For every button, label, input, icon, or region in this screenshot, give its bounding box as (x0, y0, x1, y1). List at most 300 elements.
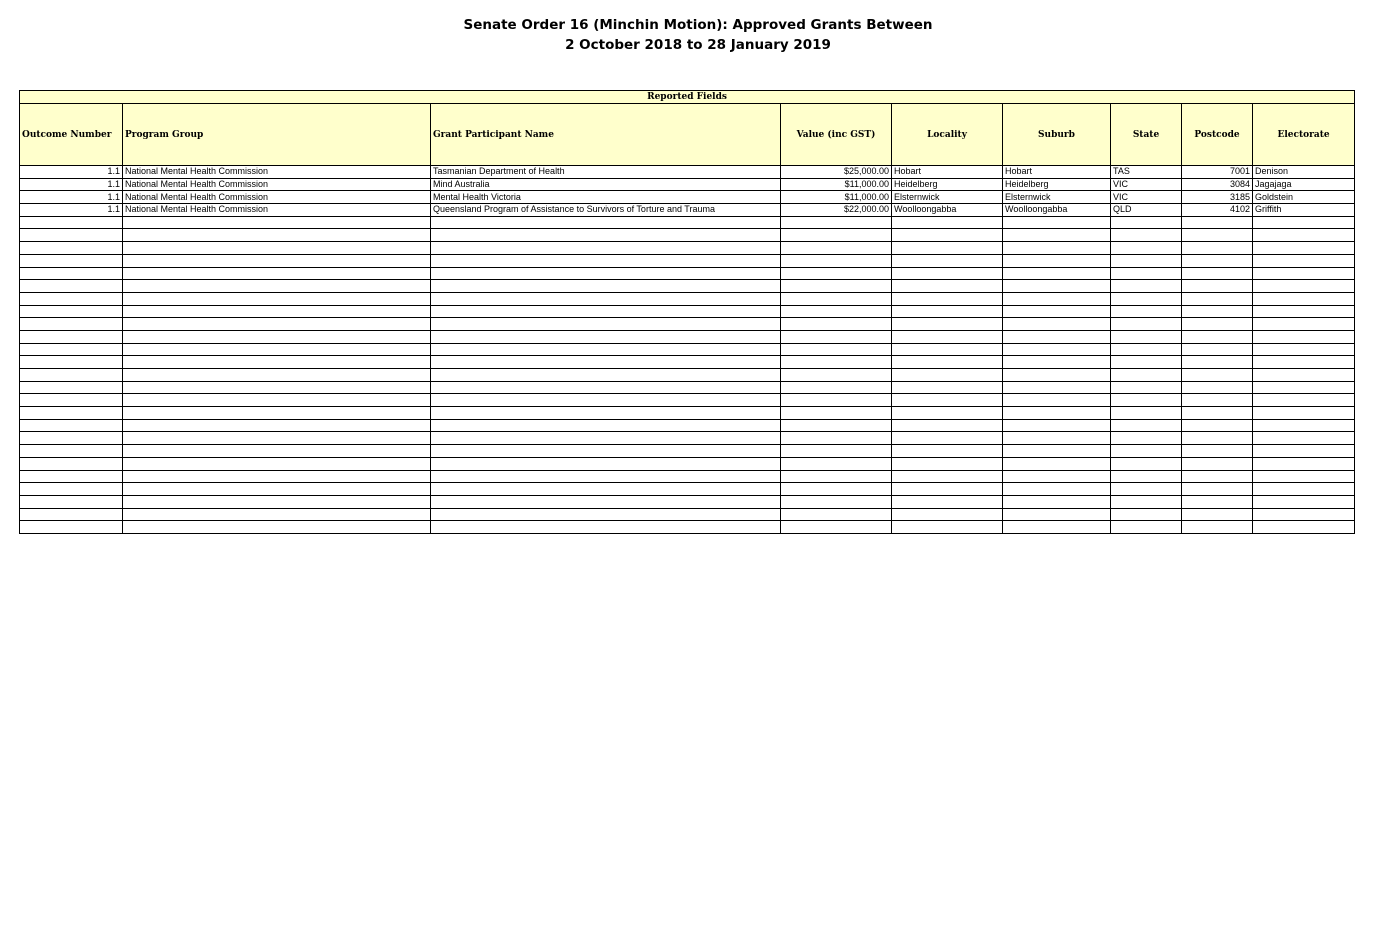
empty-cell (1003, 483, 1111, 496)
empty-cell (1111, 381, 1182, 394)
empty-cell (431, 356, 781, 369)
empty-cell (781, 419, 892, 432)
empty-cell (1003, 267, 1111, 280)
empty-cell (1253, 254, 1355, 267)
empty-cell (431, 242, 781, 255)
cell-grant-participant-name: Mind Australia (431, 178, 781, 191)
empty-cell (123, 394, 431, 407)
empty-cell (892, 292, 1003, 305)
empty-cell (431, 470, 781, 483)
empty-cell (1111, 419, 1182, 432)
empty-cell (1003, 457, 1111, 470)
empty-cell (123, 407, 431, 420)
empty-cell (431, 292, 781, 305)
empty-cell (1182, 394, 1253, 407)
empty-cell (781, 470, 892, 483)
empty-cell (781, 292, 892, 305)
empty-cell (1253, 292, 1355, 305)
empty-cell (1003, 242, 1111, 255)
cell-value: $11,000.00 (781, 178, 892, 191)
cell-locality: Elsternwick (892, 191, 1003, 204)
empty-cell (123, 356, 431, 369)
header-outcome-number: Outcome Number (20, 104, 123, 166)
empty-cell (892, 330, 1003, 343)
cell-suburb: Hobart (1003, 166, 1111, 179)
empty-cell (431, 318, 781, 331)
cell-postcode: 4102 (1182, 204, 1253, 217)
empty-cell (20, 292, 123, 305)
empty-cell (892, 305, 1003, 318)
cell-electorate: Griffith (1253, 204, 1355, 217)
empty-cell (431, 305, 781, 318)
empty-cell (123, 470, 431, 483)
empty-cell (1003, 495, 1111, 508)
empty-cell (1253, 318, 1355, 331)
empty-cell (892, 407, 1003, 420)
empty-cell (1253, 381, 1355, 394)
empty-cell (781, 330, 892, 343)
header-value: Value (inc GST) (781, 104, 892, 166)
empty-cell (20, 495, 123, 508)
empty-cell (1003, 356, 1111, 369)
empty-cell (892, 521, 1003, 534)
empty-cell (892, 457, 1003, 470)
empty-cell (1003, 330, 1111, 343)
empty-cell (1182, 229, 1253, 242)
cell-outcome-number: 1.1 (20, 178, 123, 191)
reported-fields-band: Reported Fields (20, 91, 1355, 104)
cell-electorate: Jagajaga (1253, 178, 1355, 191)
empty-cell (892, 369, 1003, 382)
empty-cell (1111, 407, 1182, 420)
empty-cell (20, 356, 123, 369)
cell-program-group: National Mental Health Commission (123, 191, 431, 204)
empty-cell (892, 216, 1003, 229)
empty-cell (431, 495, 781, 508)
grants-table (19, 90, 1355, 534)
empty-cell (123, 330, 431, 343)
empty-cell (123, 508, 431, 521)
empty-cell (20, 521, 123, 534)
empty-cell (781, 254, 892, 267)
empty-cell (781, 242, 892, 255)
cell-locality: Hobart (892, 166, 1003, 179)
empty-cell (892, 280, 1003, 293)
cell-value: $22,000.00 (781, 204, 892, 217)
empty-cell (123, 432, 431, 445)
empty-cell (892, 267, 1003, 280)
cell-electorate: Goldstein (1253, 191, 1355, 204)
empty-cell (431, 432, 781, 445)
table-body (20, 166, 1355, 534)
empty-cell (1111, 254, 1182, 267)
empty-cell (1182, 419, 1253, 432)
cell-suburb: Elsternwick (1003, 191, 1111, 204)
header-program-group: Program Group (123, 104, 431, 166)
empty-cell (781, 229, 892, 242)
title-line-1: Senate Order 16 (Minchin Motion): Approved Grants Between (463, 17, 933, 33)
empty-cell (1111, 495, 1182, 508)
empty-cell (1111, 280, 1182, 293)
empty-cell (1003, 292, 1111, 305)
empty-cell (781, 267, 892, 280)
cell-grant-participant-name: Tasmanian Department of Health (431, 166, 781, 179)
empty-cell (123, 483, 431, 496)
empty-cell (431, 394, 781, 407)
empty-table-row (20, 432, 1355, 445)
empty-table-row (20, 508, 1355, 521)
empty-cell (20, 394, 123, 407)
empty-cell (123, 521, 431, 534)
empty-cell (20, 470, 123, 483)
cell-value: $25,000.00 (781, 166, 892, 179)
empty-cell (781, 369, 892, 382)
empty-cell (892, 318, 1003, 331)
empty-table-row (20, 330, 1355, 343)
empty-cell (123, 457, 431, 470)
empty-cell (20, 267, 123, 280)
empty-table-row (20, 521, 1355, 534)
empty-cell (20, 457, 123, 470)
empty-cell (1182, 318, 1253, 331)
empty-cell (892, 419, 1003, 432)
cell-postcode: 3185 (1182, 191, 1253, 204)
empty-cell (1182, 343, 1253, 356)
empty-cell (123, 254, 431, 267)
header-locality: Locality (892, 104, 1003, 166)
empty-cell (1003, 407, 1111, 420)
empty-cell (123, 318, 431, 331)
empty-cell (1111, 470, 1182, 483)
empty-cell (1182, 280, 1253, 293)
empty-cell (123, 229, 431, 242)
cell-suburb: Heidelberg (1003, 178, 1111, 191)
cell-program-group: National Mental Health Commission (123, 204, 431, 217)
empty-cell (1253, 229, 1355, 242)
empty-cell (1182, 216, 1253, 229)
cell-state: VIC (1111, 191, 1182, 204)
empty-cell (1253, 483, 1355, 496)
empty-cell (1253, 508, 1355, 521)
empty-cell (431, 483, 781, 496)
empty-cell (1111, 292, 1182, 305)
cell-electorate: Denison (1253, 166, 1355, 179)
empty-cell (781, 407, 892, 420)
empty-table-row (20, 419, 1355, 432)
cell-grant-participant-name: Mental Health Victoria (431, 191, 781, 204)
empty-cell (123, 267, 431, 280)
empty-cell (431, 407, 781, 420)
empty-cell (892, 495, 1003, 508)
empty-cell (892, 470, 1003, 483)
cell-outcome-number: 1.1 (20, 191, 123, 204)
empty-cell (1253, 216, 1355, 229)
empty-cell (1253, 267, 1355, 280)
document-title (0, 15, 1387, 55)
cell-postcode: 7001 (1182, 166, 1253, 179)
empty-cell (123, 242, 431, 255)
empty-cell (781, 432, 892, 445)
empty-cell (431, 216, 781, 229)
empty-cell (781, 305, 892, 318)
empty-cell (781, 521, 892, 534)
empty-cell (20, 318, 123, 331)
empty-table-row (20, 457, 1355, 470)
empty-cell (1182, 457, 1253, 470)
empty-cell (1253, 369, 1355, 382)
empty-cell (20, 242, 123, 255)
empty-cell (431, 369, 781, 382)
empty-cell (123, 381, 431, 394)
empty-cell (123, 292, 431, 305)
empty-cell (431, 254, 781, 267)
empty-cell (20, 483, 123, 496)
empty-cell (1003, 508, 1111, 521)
empty-cell (20, 407, 123, 420)
empty-cell (781, 381, 892, 394)
empty-cell (1003, 432, 1111, 445)
cell-program-group: National Mental Health Commission (123, 178, 431, 191)
empty-cell (1182, 495, 1253, 508)
empty-table-row (20, 254, 1355, 267)
empty-cell (781, 483, 892, 496)
empty-cell (1003, 254, 1111, 267)
empty-cell (1003, 305, 1111, 318)
empty-cell (20, 254, 123, 267)
empty-cell (123, 495, 431, 508)
empty-cell (1182, 292, 1253, 305)
cell-outcome-number: 1.1 (20, 166, 123, 179)
empty-cell (781, 457, 892, 470)
cell-postcode: 3084 (1182, 178, 1253, 191)
empty-cell (1003, 369, 1111, 382)
empty-table-row (20, 267, 1355, 280)
header-suburb: Suburb (1003, 104, 1111, 166)
empty-cell (20, 381, 123, 394)
empty-cell (431, 381, 781, 394)
empty-cell (123, 419, 431, 432)
empty-cell (781, 280, 892, 293)
empty-cell (781, 508, 892, 521)
empty-table-row (20, 292, 1355, 305)
empty-table-row (20, 407, 1355, 420)
empty-cell (892, 508, 1003, 521)
empty-cell (1111, 216, 1182, 229)
empty-cell (892, 445, 1003, 458)
empty-table-row (20, 445, 1355, 458)
empty-cell (1253, 394, 1355, 407)
empty-cell (1111, 521, 1182, 534)
empty-cell (1003, 394, 1111, 407)
header-postcode: Postcode (1182, 104, 1253, 166)
empty-cell (123, 280, 431, 293)
cell-locality: Heidelberg (892, 178, 1003, 191)
empty-cell (781, 495, 892, 508)
empty-cell (892, 242, 1003, 255)
empty-cell (1003, 445, 1111, 458)
empty-cell (1111, 267, 1182, 280)
empty-cell (1003, 280, 1111, 293)
empty-cell (781, 343, 892, 356)
empty-cell (1111, 457, 1182, 470)
table-row (20, 204, 1355, 217)
cell-state: VIC (1111, 178, 1182, 191)
empty-cell (1182, 483, 1253, 496)
table-row (20, 191, 1355, 204)
empty-cell (1003, 229, 1111, 242)
empty-cell (1111, 483, 1182, 496)
empty-cell (20, 330, 123, 343)
cell-program-group: National Mental Health Commission (123, 166, 431, 179)
empty-cell (1003, 381, 1111, 394)
empty-cell (20, 216, 123, 229)
empty-cell (1182, 508, 1253, 521)
empty-cell (1182, 356, 1253, 369)
empty-table-row (20, 356, 1355, 369)
empty-cell (431, 343, 781, 356)
empty-cell (1182, 470, 1253, 483)
empty-table-row (20, 216, 1355, 229)
empty-cell (1111, 356, 1182, 369)
empty-cell (781, 445, 892, 458)
empty-cell (431, 508, 781, 521)
cell-state: QLD (1111, 204, 1182, 217)
table-row (20, 166, 1355, 179)
empty-cell (431, 280, 781, 293)
empty-cell (1253, 432, 1355, 445)
empty-cell (1253, 457, 1355, 470)
empty-cell (892, 432, 1003, 445)
empty-cell (1182, 381, 1253, 394)
empty-cell (1182, 407, 1253, 420)
empty-cell (1253, 495, 1355, 508)
empty-cell (892, 229, 1003, 242)
empty-cell (1182, 267, 1253, 280)
empty-cell (1182, 305, 1253, 318)
empty-cell (1111, 432, 1182, 445)
empty-table-row (20, 394, 1355, 407)
empty-cell (1111, 369, 1182, 382)
empty-cell (1182, 254, 1253, 267)
empty-table-row (20, 381, 1355, 394)
empty-cell (1182, 242, 1253, 255)
empty-cell (892, 254, 1003, 267)
empty-cell (1003, 419, 1111, 432)
empty-cell (1003, 343, 1111, 356)
empty-table-row (20, 470, 1355, 483)
empty-table-row (20, 343, 1355, 356)
table-row (20, 178, 1355, 191)
empty-cell (781, 216, 892, 229)
empty-cell (20, 369, 123, 382)
header-state: State (1111, 104, 1182, 166)
empty-cell (1253, 470, 1355, 483)
empty-cell (123, 445, 431, 458)
empty-cell (1111, 394, 1182, 407)
empty-cell (431, 229, 781, 242)
header-grant-participant-name: Grant Participant Name (431, 104, 781, 166)
empty-cell (20, 445, 123, 458)
empty-cell (123, 305, 431, 318)
cell-grant-participant-name: Queensland Program of Assistance to Survivors of Torture and Trauma (431, 204, 781, 217)
empty-cell (20, 419, 123, 432)
empty-cell (1111, 343, 1182, 356)
empty-cell (1253, 521, 1355, 534)
empty-cell (431, 457, 781, 470)
empty-cell (20, 508, 123, 521)
empty-cell (431, 419, 781, 432)
empty-cell (1111, 305, 1182, 318)
title-line-2: 2 October 2018 to 28 January 2019 (565, 37, 831, 53)
empty-cell (1111, 508, 1182, 521)
empty-cell (1111, 229, 1182, 242)
empty-table-row (20, 318, 1355, 331)
empty-cell (1253, 445, 1355, 458)
empty-cell (1253, 356, 1355, 369)
cell-state: TAS (1111, 166, 1182, 179)
empty-cell (1111, 242, 1182, 255)
empty-table-row (20, 483, 1355, 496)
empty-table-row (20, 495, 1355, 508)
empty-cell (1003, 521, 1111, 534)
empty-cell (892, 483, 1003, 496)
empty-cell (20, 229, 123, 242)
empty-table-row (20, 242, 1355, 255)
cell-locality: Woolloongabba (892, 204, 1003, 217)
empty-cell (892, 394, 1003, 407)
header-electorate: Electorate (1253, 104, 1355, 166)
empty-cell (431, 445, 781, 458)
empty-cell (431, 330, 781, 343)
empty-cell (123, 216, 431, 229)
empty-cell (1003, 470, 1111, 483)
empty-cell (892, 356, 1003, 369)
empty-cell (123, 343, 431, 356)
empty-cell (1003, 216, 1111, 229)
cell-value: $11,000.00 (781, 191, 892, 204)
empty-cell (1182, 445, 1253, 458)
empty-cell (1253, 330, 1355, 343)
empty-cell (1253, 407, 1355, 420)
empty-cell (781, 318, 892, 331)
empty-cell (892, 381, 1003, 394)
empty-table-row (20, 369, 1355, 382)
empty-cell (781, 394, 892, 407)
cell-outcome-number: 1.1 (20, 204, 123, 217)
empty-cell (1253, 280, 1355, 293)
empty-table-row (20, 229, 1355, 242)
empty-cell (1182, 521, 1253, 534)
empty-cell (20, 343, 123, 356)
empty-table-row (20, 280, 1355, 293)
empty-cell (1111, 318, 1182, 331)
empty-cell (1253, 305, 1355, 318)
empty-cell (1253, 343, 1355, 356)
empty-cell (1182, 369, 1253, 382)
empty-table-row (20, 305, 1355, 318)
empty-cell (431, 267, 781, 280)
empty-cell (1253, 242, 1355, 255)
empty-cell (431, 521, 781, 534)
empty-cell (1111, 330, 1182, 343)
empty-cell (20, 280, 123, 293)
empty-cell (1111, 445, 1182, 458)
empty-cell (20, 432, 123, 445)
empty-cell (123, 369, 431, 382)
empty-cell (1253, 419, 1355, 432)
empty-cell (781, 356, 892, 369)
empty-cell (1182, 432, 1253, 445)
